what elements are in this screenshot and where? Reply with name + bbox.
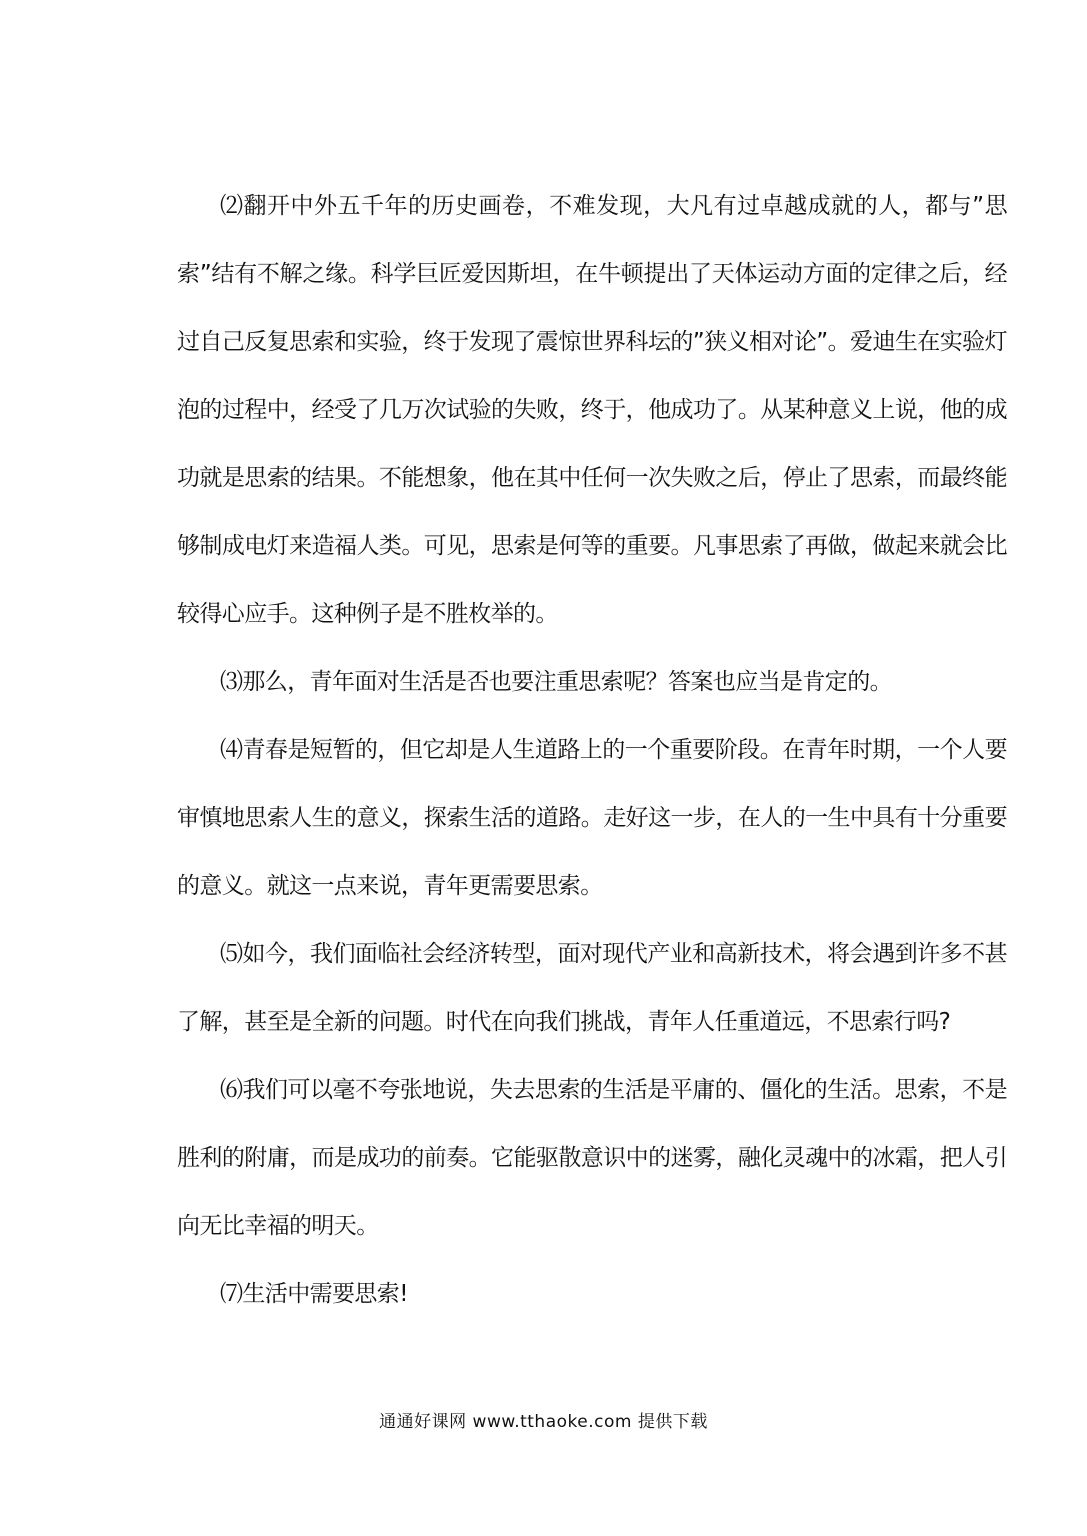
- paragraph-7: ⑺生活中需要思索!: [220, 1281, 408, 1307]
- paragraph-3: ⑶那么，青年面对生活是否也要注重思索呢？答案也应当是肯定的。: [220, 669, 893, 695]
- paragraph-2: ⑵翻开中外五千年的历史画卷，不难发现，大凡有过卓越成就的人，都与”思索”结有不解之缘。科学巨匠爱因斯坦，在牛顿提出了天体运动方面的定律之后，经过自己反复思索和实验，终于发现了震惊世界科坛的”狭义相对论”。爱迪生在实验灯泡的过程中，经受了几万次试验的失败，终于，他成功了。从某种意义上说，他的成功就是思索的结果。不能想象，他在其中任何一次失败之后，停止了思索，而最终能够制成电灯来造福人类。可见，思索是何等的重要。凡事思索了再做，做起来就会比较得心应手。这种例子是不胜枚举的。: [177, 193, 1007, 627]
- article-body: [177, 172, 1007, 1328]
- paragraph-4: ⑷青春是短暂的，但它却是人生道路上的一个重要阶段。在青年时期，一个人要审慎地思索人生的意义，探索生活的道路。走好这一步，在人的一生中具有十分重要的意义。就这一点来说，青年更需要思索。: [177, 737, 1007, 899]
- page-footer: 通通好课网 www.tthaoke.com 提供下载: [379, 1412, 708, 1432]
- paragraph-5: ⑸如今，我们面临社会经济转型，面对现代产业和高新技术，将会遇到许多不甚了解，甚至是全新的问题。时代在向我们挑战，青年人任重道远，不思索行吗?: [177, 941, 1007, 1035]
- paragraph-6: ⑹我们可以毫不夸张地说，失去思索的生活是平庸的、僵化的生活。思索，不是胜利的附庸，而是成功的前奏。它能驱散意识中的迷雾，融化灵魂中的冰霜，把人引向无比幸福的明天。: [177, 1077, 1007, 1239]
